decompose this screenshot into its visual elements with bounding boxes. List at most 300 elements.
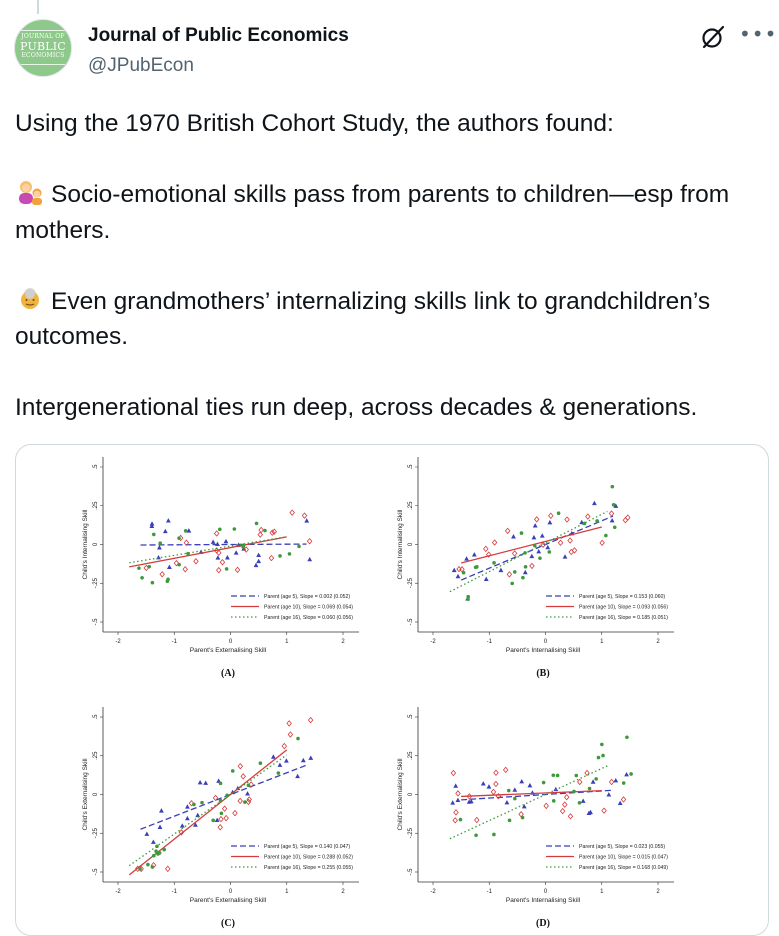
scatter-point <box>556 774 560 778</box>
tweet-line-2 <box>15 177 770 248</box>
scatter-point <box>247 797 251 802</box>
scatter-point <box>551 773 555 777</box>
scatter-point <box>225 567 229 571</box>
scatter-point <box>553 787 558 791</box>
y-axis-label: Child's Internalising Skill <box>397 509 404 580</box>
scatter-point <box>451 770 455 775</box>
scatter-point <box>163 529 168 533</box>
scatter-point <box>507 572 511 577</box>
scatter-point <box>618 801 623 805</box>
y-tick-label: .25 <box>93 751 99 760</box>
y-axis-label: Child's Externalising Skill <box>82 758 89 831</box>
y-axis-label: Child's Externalising Skill <box>397 758 404 831</box>
fit-line <box>461 791 602 797</box>
scatter-point <box>462 571 466 575</box>
scatter-point <box>549 513 553 518</box>
x-tick-label: -1 <box>486 889 492 895</box>
tweet-text <box>15 106 770 426</box>
scatter-point <box>217 568 221 573</box>
scatter-point <box>499 568 504 572</box>
x-tick-label: -1 <box>171 889 177 895</box>
scatter-point <box>494 781 498 786</box>
scatter-point <box>259 527 263 532</box>
scatter-point <box>296 737 300 741</box>
tweet-line-3 <box>15 284 770 355</box>
scatter-point <box>592 501 597 505</box>
scatter-point <box>214 531 218 536</box>
y-tick-label: .5 <box>408 714 414 720</box>
scatter-point <box>466 595 470 599</box>
scatter-point <box>147 565 151 569</box>
author-name[interactable]: Journal of Public Economics <box>88 25 349 46</box>
scatter-point <box>269 555 273 560</box>
scatter-point <box>282 744 286 749</box>
scatter-point <box>492 561 496 565</box>
scatter-point <box>151 581 155 585</box>
scatter-point <box>450 800 455 804</box>
tweet-line-2-text: Socio-emotional skills pass from parents to children—esp from mothers. <box>15 181 730 244</box>
scatter-point <box>595 519 599 523</box>
scatter-point <box>247 784 251 788</box>
scatter-point <box>243 800 247 804</box>
scatter-point <box>180 823 185 827</box>
scatter-point <box>464 556 469 560</box>
scatter-point <box>224 816 228 821</box>
legend-entry: Parent (age 10), Slope = 0.015 (0.047) <box>579 854 668 861</box>
scatter-point <box>146 863 150 867</box>
scatter-point <box>629 772 633 776</box>
scatter-point <box>563 802 567 807</box>
y-tick-label: .5 <box>408 464 414 470</box>
x-tick-label: -2 <box>430 639 436 645</box>
legend-entry: Parent (age 16), Slope = 0.060 (0.056) <box>264 615 353 621</box>
scatter-point <box>484 577 489 581</box>
y-tick-label: 0 <box>408 792 414 797</box>
scatter-point <box>195 813 200 817</box>
avatar-line-1: JOURNAL OF <box>21 33 65 40</box>
tweet-line-4: Intergenerational ties run deep, across decades & generations. <box>15 394 698 421</box>
scatter-point <box>574 774 578 778</box>
thread-connector-line <box>37 0 39 14</box>
scatter-point <box>453 783 458 787</box>
scatter-point <box>301 758 306 762</box>
scatter-point <box>270 530 274 535</box>
scatter-point <box>218 825 222 830</box>
y-tick-label: -.25 <box>93 578 99 589</box>
scatter-point <box>167 565 172 569</box>
legend-entry: Parent (age 10), Slope = 0.093 (0.056) <box>579 604 668 611</box>
scatter-point <box>586 514 590 519</box>
scatter-point <box>474 833 478 837</box>
x-tick-label: 0 <box>228 639 233 645</box>
figure-panels <box>16 445 768 935</box>
scatter-point <box>234 550 239 554</box>
y-tick-label: .25 <box>408 501 414 510</box>
scatter-point <box>272 529 276 534</box>
scatter-point <box>453 818 457 823</box>
scatter-point <box>613 525 617 529</box>
scatter-point <box>159 808 164 812</box>
scatter-point <box>238 764 242 769</box>
scatter-point <box>278 763 283 767</box>
scatter-point <box>200 801 204 805</box>
scatter-point <box>263 529 267 533</box>
fit-line <box>129 537 287 563</box>
scatter-point <box>138 867 142 871</box>
scatter-point <box>568 538 572 543</box>
scatter-point <box>625 735 629 739</box>
scatter-point <box>137 566 141 570</box>
chart-panel-3 <box>82 707 359 929</box>
legend-entry: Parent (age 16), Slope = 0.168 (0.049) <box>579 865 668 871</box>
y-tick-label: .5 <box>93 464 99 470</box>
older-woman-emoji <box>15 286 45 312</box>
y-tick-label: -.5 <box>408 618 414 626</box>
x-tick-label: -2 <box>115 889 121 895</box>
scatter-point <box>609 511 613 516</box>
x-tick-label: -1 <box>171 639 177 645</box>
scatter-point <box>565 517 569 522</box>
scatter-point <box>185 804 190 808</box>
x-tick-label: 0 <box>543 639 548 645</box>
scatter-point <box>233 811 237 816</box>
scatter-point <box>597 756 601 760</box>
scatter-point <box>626 515 630 520</box>
scatter-point <box>542 781 546 785</box>
scatter-point <box>602 808 606 813</box>
y-axis-label: Child's Internalising Skill <box>82 509 89 580</box>
scatter-point <box>219 816 223 821</box>
tweet-line-3-text: Even grandmothers’ internalizing skills link to grandchildren’s outcomes. <box>15 287 711 350</box>
y-tick-label: 0 <box>93 542 99 547</box>
panel-label: (C) <box>221 918 235 929</box>
x-tick-label: 1 <box>600 889 604 895</box>
scatter-point <box>475 565 479 569</box>
scatter-point <box>216 555 221 559</box>
x-tick-label: 2 <box>341 889 345 895</box>
scatter-point <box>166 866 170 871</box>
scatter-point <box>532 535 537 539</box>
scatter-point <box>600 540 604 545</box>
y-tick-label: -.5 <box>93 618 99 626</box>
scatter-point <box>198 780 203 784</box>
panel-label: (D) <box>536 918 550 929</box>
scatter-point <box>604 534 608 538</box>
legend-entry: Parent (age 10), Slope = 0.288 (0.052) <box>264 854 353 861</box>
scatter-point <box>548 550 552 554</box>
avatar-rule-top <box>21 30 65 31</box>
x-axis-label: Parent's Externalising Skill <box>189 647 267 654</box>
legend-entry: Parent (age 10), Slope = 0.069 (0.054) <box>264 604 353 611</box>
chart-panel-1 <box>82 457 359 679</box>
scatter-point <box>572 790 576 794</box>
scatter-point <box>157 545 162 549</box>
scatter-point <box>258 532 262 537</box>
scatter-point <box>152 533 156 537</box>
y-tick-label: .25 <box>93 501 99 510</box>
scatter-point <box>256 559 261 563</box>
scatter-point <box>611 485 615 489</box>
scatter-point <box>177 563 181 567</box>
scatter-point <box>185 816 190 820</box>
scatter-point <box>558 540 562 545</box>
y-tick-label: -.25 <box>93 828 99 839</box>
scatter-point <box>308 718 312 723</box>
scatter-point <box>529 554 534 558</box>
scatter-point <box>302 513 306 518</box>
scatter-point <box>166 579 170 583</box>
y-tick-label: -.25 <box>408 828 414 839</box>
scatter-point <box>512 787 517 791</box>
scatter-point <box>456 791 460 796</box>
x-tick-label: -2 <box>115 639 121 645</box>
scatter-point <box>459 818 463 822</box>
scatter-point <box>508 819 512 823</box>
scatter-point <box>530 563 534 568</box>
scatter-point <box>481 781 486 785</box>
scatter-point <box>184 529 188 533</box>
scatter-point <box>503 767 507 772</box>
scatter-point <box>623 518 627 523</box>
scatter-point <box>512 551 516 556</box>
scatter-point <box>150 521 155 525</box>
fit-line <box>141 765 307 829</box>
legend-entry: Parent (age 5), Slope = 0.140 (0.047) <box>264 844 351 850</box>
scatter-point <box>521 816 525 820</box>
legend-entry: Parent (age 5), Slope = 0.023 (0.055) <box>579 844 666 850</box>
avatar[interactable] <box>14 19 72 77</box>
scatter-point <box>194 559 198 564</box>
scatter-point <box>552 799 556 803</box>
scatter-point <box>156 555 161 559</box>
scatter-point <box>220 560 224 565</box>
scatter-point <box>524 565 528 569</box>
x-tick-label: 2 <box>656 639 660 645</box>
scatter-point <box>557 511 561 515</box>
scatter-point <box>304 518 309 522</box>
scatter-point <box>255 522 259 526</box>
scatter-point <box>545 545 550 549</box>
scatter-point <box>220 811 224 815</box>
y-tick-label: 0 <box>93 792 99 797</box>
scatter-point <box>246 799 250 804</box>
scatter-point <box>601 754 605 758</box>
scatter-point <box>536 549 541 553</box>
woman-with-child-emoji <box>15 179 45 205</box>
scatter-point <box>222 806 226 811</box>
scatter-point <box>158 825 163 829</box>
avatar-line-2: PUBLIC <box>20 40 66 53</box>
x-tick-label: -2 <box>430 889 436 895</box>
scatter-point <box>538 556 542 560</box>
scatter-point <box>307 557 312 561</box>
author-handle[interactable]: @JPubEcon <box>88 55 194 76</box>
scatter-point <box>610 518 615 522</box>
x-tick-label: 0 <box>228 889 233 895</box>
scatter-point <box>177 536 181 540</box>
scatter-point <box>225 555 230 559</box>
scatter-point <box>520 531 524 535</box>
scatter-point <box>455 798 460 802</box>
x-tick-label: 1 <box>285 889 289 895</box>
scatter-point <box>158 541 162 545</box>
scatter-point <box>581 798 586 802</box>
y-tick-label: 0 <box>408 542 414 547</box>
scatter-point <box>211 540 216 544</box>
scatter-point <box>140 576 144 580</box>
scatter-point <box>510 582 514 586</box>
scatter-point <box>547 520 552 524</box>
x-tick-label: 2 <box>341 639 345 645</box>
scatter-point <box>578 801 582 805</box>
scatter-point <box>621 797 625 802</box>
scatter-point <box>523 570 528 574</box>
chart-panel-4 <box>397 707 674 929</box>
scatter-point <box>233 527 237 531</box>
legend-entry: Parent (age 5), Slope = 0.002 (0.052) <box>264 594 351 600</box>
scatter-point <box>544 803 548 808</box>
scatter-point <box>454 810 458 815</box>
scatter-point <box>235 567 239 572</box>
chart-panel-2 <box>397 457 674 679</box>
scatter-point <box>215 818 220 822</box>
y-tick-label: .25 <box>408 751 414 760</box>
scatter-point <box>219 782 223 786</box>
avatar-line-3: ECONOMICS <box>21 52 65 59</box>
scatter-point <box>254 563 259 567</box>
scatter-point <box>600 743 604 747</box>
scatter-point <box>307 539 311 544</box>
scatter-point <box>271 754 276 758</box>
scatter-point <box>540 533 545 537</box>
scatter-point <box>563 554 568 558</box>
scatter-point <box>162 848 166 852</box>
scatter-point <box>457 566 461 571</box>
scatter-point <box>154 849 158 853</box>
scatter-point <box>609 779 613 784</box>
scatter-point <box>511 534 516 538</box>
scatter-point <box>290 510 294 515</box>
scatter-point <box>492 833 496 837</box>
scatter-point <box>565 795 569 800</box>
scatter-point <box>231 769 235 773</box>
scatter-point <box>211 819 215 823</box>
x-tick-label: -1 <box>486 639 492 645</box>
scatter-point <box>535 517 539 522</box>
scatter-point <box>192 803 196 807</box>
scatter-point <box>288 732 292 737</box>
scatter-point <box>166 518 171 522</box>
scatter-point <box>452 568 457 572</box>
scatter-point <box>513 570 517 574</box>
scatter-point <box>533 544 537 548</box>
legend-entry: Parent (age 16), Slope = 0.185 (0.051) <box>579 615 668 621</box>
scatter-point <box>288 552 292 556</box>
y-tick-label: -.5 <box>93 868 99 876</box>
scatter-point <box>533 523 538 527</box>
y-tick-label: -.5 <box>408 868 414 876</box>
x-axis-label: Parent's Externalising Skill <box>189 897 267 904</box>
scatter-point <box>475 817 479 822</box>
scatter-point <box>183 567 187 572</box>
x-axis-label: Parent's Internalising Skill <box>505 897 581 904</box>
scatter-point <box>308 756 313 760</box>
y-tick-label: -.25 <box>408 578 414 589</box>
scatter-point <box>491 789 495 794</box>
scatter-point <box>203 781 208 785</box>
scatter-point <box>472 552 477 556</box>
scatter-point <box>241 774 245 779</box>
scatter-point <box>151 839 156 843</box>
legend-entry: Parent (age 16), Slope = 0.255 (0.055) <box>264 865 353 871</box>
scatter-point <box>297 545 301 549</box>
x-tick-label: 2 <box>656 889 660 895</box>
scatter-point <box>606 792 611 796</box>
scatter-point <box>594 777 598 781</box>
scatter-point <box>568 814 572 819</box>
scatter-point <box>622 781 626 785</box>
x-tick-label: 0 <box>543 889 548 895</box>
more-icon[interactable]: ••• <box>739 22 778 46</box>
x-axis-label: Parent's Internalising Skill <box>505 647 581 654</box>
scatter-point <box>259 761 263 765</box>
scatter-point <box>152 854 156 858</box>
legend-entry: Parent (age 5), Slope = 0.153 (0.060) <box>579 594 666 600</box>
scatter-point <box>519 779 524 783</box>
scatter-point <box>218 528 222 532</box>
scatter-point <box>144 832 149 836</box>
panel-label: (A) <box>221 668 235 679</box>
scatter-point <box>287 721 291 726</box>
scatter-point <box>494 770 498 775</box>
scatter-point <box>484 546 488 551</box>
tweet-line-1: Using the 1970 British Cohort Study, the authors found: <box>15 110 614 137</box>
scatter-point <box>578 779 582 784</box>
scatter-point <box>284 758 289 762</box>
scatter-point <box>612 503 616 507</box>
x-tick-label: 1 <box>600 639 604 645</box>
scatter-point <box>624 772 629 776</box>
scatter-point <box>505 528 509 533</box>
scatter-point <box>151 865 155 869</box>
scatter-point <box>527 783 532 787</box>
tweet-media-image[interactable] <box>15 444 769 936</box>
scatter-point <box>224 539 229 543</box>
scatter-point <box>256 553 261 557</box>
fit-line <box>141 544 307 545</box>
scatter-point <box>487 784 492 788</box>
scatter-point <box>160 572 164 577</box>
scatter-point <box>278 554 282 558</box>
scatter-point <box>560 809 564 814</box>
scatter-point <box>521 576 525 580</box>
scatter-point <box>507 789 511 793</box>
avatar-logo-text <box>15 33 71 60</box>
panel-label: (B) <box>536 668 550 679</box>
scatter-point <box>245 791 250 795</box>
y-tick-label: .5 <box>93 714 99 720</box>
scatter-point <box>277 771 281 775</box>
x-tick-label: 1 <box>285 639 289 645</box>
scatter-point <box>505 800 510 804</box>
scatter-point <box>238 798 242 803</box>
grok-icon[interactable] <box>700 24 726 50</box>
avatar-rule-bottom <box>21 64 65 65</box>
scatter-point <box>456 574 461 578</box>
fit-line <box>129 537 287 567</box>
scatter-point <box>215 542 220 546</box>
scatter-point <box>588 787 592 791</box>
